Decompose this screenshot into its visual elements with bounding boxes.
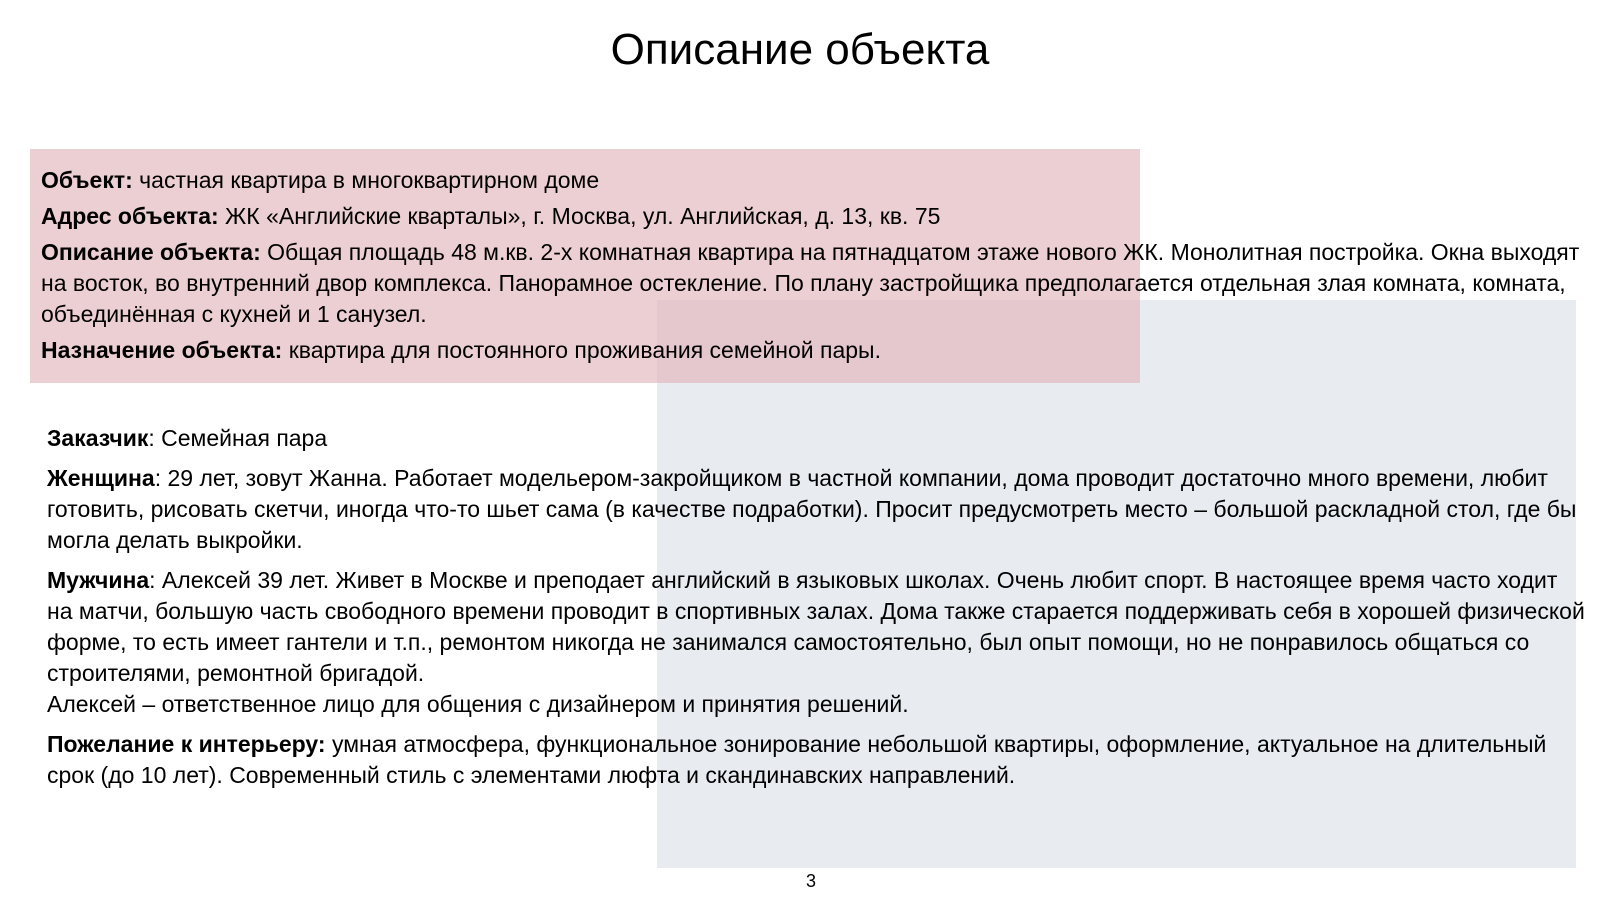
man-paragraph	[47, 565, 1587, 720]
object-description-label: Описание объекта:	[41, 239, 261, 265]
customer-label: Заказчик	[47, 425, 149, 451]
wishes-label: Пожелание к интерьеру:	[47, 731, 326, 757]
client-info-section	[47, 423, 1587, 800]
object-description-value: Общая площадь 48 м.кв. 2-х комнатная квартира на пятнадцатом этаже нового ЖК. Монолитная постройка. Окна выходят на восток, во внутренний двор комплекса. Панорамное остекление. По плану застройщика предполагается отдельная злая комната, комната, объединённая с кухней и 1 санузел.	[41, 239, 1580, 327]
customer-paragraph	[47, 423, 1587, 454]
object-address-paragraph	[41, 201, 1581, 232]
man-note: Алексей – ответственное лицо для общения с дизайнером и принятия решений.	[47, 691, 909, 717]
object-type-paragraph	[41, 165, 1581, 196]
woman-label: Женщина	[47, 465, 155, 491]
page-number: 3	[805, 871, 816, 891]
object-purpose-label: Назначение объекта:	[41, 337, 283, 363]
customer-value: : Семейная пара	[148, 425, 328, 451]
object-address-value: ЖК «Английские кварталы», г. Москва, ул. Английская, д. 13, кв. 75	[218, 203, 941, 229]
man-label: Мужчина	[47, 567, 150, 593]
object-address-label: Адрес объекта:	[41, 203, 219, 229]
object-info-section	[41, 165, 1581, 371]
woman-value: : 29 лет, зовут Жанна. Работает модельером-закройщиком в частной компании, дома проводит достаточно много времени, любит готовить, рисовать скетчи, иногда что-то шьет сама (в качестве подработки). Просит предусмотреть место – большой раскладной стол, где бы могла делать выкройки.	[47, 465, 1577, 553]
wishes-paragraph	[47, 729, 1587, 791]
object-purpose-value: квартира для постоянного проживания семейной пары.	[282, 337, 881, 363]
object-description-paragraph	[41, 237, 1581, 330]
object-type-label: Объект:	[41, 167, 133, 193]
man-value: : Алексей 39 лет. Живет в Москве и преподает английский в языковых школах. Очень любит спорт. В настоящее время часто ходит на матчи, большую часть свободного времени проводит в спортивных залах. Дома также старается поддерживать себя в хорошей физической форме, то есть имеет гантели и т.п., ремонтом никогда не занимался самостоятельно, был опыт помощи, но не понравилось общаться со строителями, ремонтной бригадой.	[47, 567, 1585, 686]
slide-title: Описание объекта	[610, 25, 990, 74]
object-purpose-paragraph	[41, 335, 1581, 366]
object-type-value: частная квартира в многоквартирном доме	[132, 167, 600, 193]
woman-paragraph	[47, 463, 1587, 556]
wishes-value: умная атмосфера, функциональное зонирование небольшой квартиры, оформление, актуальное на длительный срок (до 10 лет). Современный стиль с элементами люфта и скандинавских направлений.	[47, 731, 1547, 788]
